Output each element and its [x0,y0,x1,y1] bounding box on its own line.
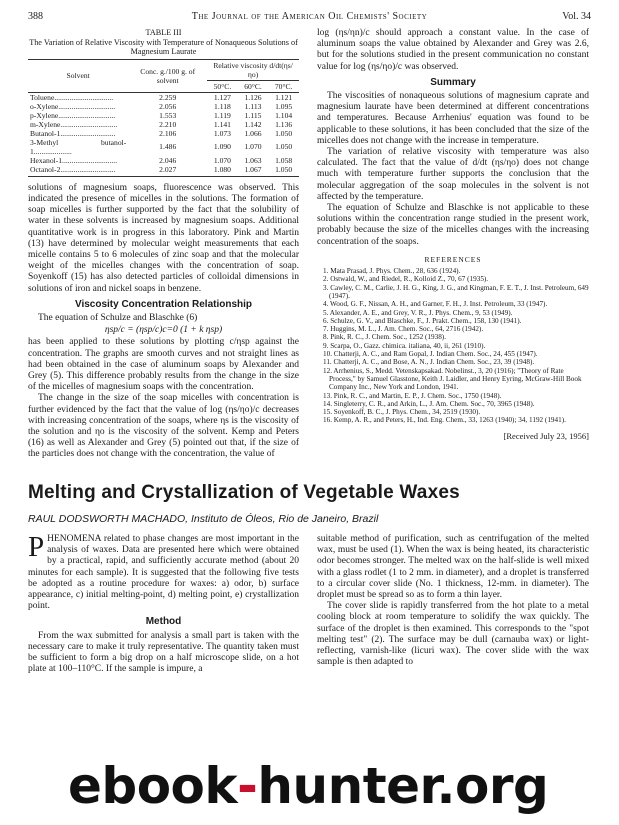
table-row [28,138,299,156]
reference-item: 12. Arrhenius, S., Medd. Vetenskapsakad. Nobelinst., 3, 20 (1916); "Theory of Rate Process," by Samuel Glasstone, Keith J. Laidler, and Henry Eyring, McGraw-Hill Book Company Inc., New York and London, 1941. [323,366,582,392]
cell-solvent: o-Xylene.............................. [30,101,116,111]
cell-value: 1.063 [244,155,262,165]
cell-value: 1.127 [213,92,231,102]
page-number: 388 [28,11,43,22]
cell-value: 1.050 [268,165,299,177]
cell-value: 1.126 [244,92,262,102]
cell-value: 1.119 [214,110,231,120]
cell-value: 1.067 [238,165,269,177]
reference-list [317,267,589,425]
affiliation: Instituto de Óleos, Rio de Janeiro, Brazil [190,513,379,525]
cell-value: 1.073 [213,128,231,138]
cell-value: 1.104 [275,110,293,120]
cell-value: 2.056 [159,101,177,111]
section-heading: Viscosity Concentration Relationship [74,298,253,310]
running-header [28,11,591,25]
watermark-part: hunter.org [257,757,549,815]
table-row [28,165,299,177]
table-row [28,92,299,102]
reference-item: 1. Mata Prasad, J. Phys. Chem., 28, 636 (1924). [323,267,461,276]
paragraph: The equation of Schulze and Blaschke (6) [38,313,198,324]
cell-solvent: Hexanol-1............................. [30,155,118,165]
cell-solvent: p-Xylene.............................. [30,110,116,120]
cell-value: 1.486 [159,142,177,152]
reference-item: 15. Soyenkoff, B. C., J. Phys. Chem., 34, 2519 (1930). [323,408,481,417]
method-heading: Method [145,616,182,628]
cell-value: 2.210 [159,119,177,129]
paragraph: solutions of magnesium soaps, fluorescence was observed. This indicated the presence of micelles in the solutions. The formation of soap micelles is further supported by the fact that the solubility of water in these solvents is increased by magnesium soaps. Additional quantitative work is in progress in this laboratory. Pink and Martin (13) have determined by molecular weight measurements that each micelle contains 5 to 6 molecules of zinc soap and that the molecular weight of the micelles changes with the concentration of soap. Soyenkoff (15) has also detected particles of colloidal dimensions in solutions of iron and nickel soaps in benzene. [28,182,299,294]
article-title: Melting and Crystallization of Vegetable Waxes [28,482,460,503]
col-relvisc: Relative viscosity d/dt(ηs/ηo) [207,59,299,80]
watermark-part: ebook [68,757,238,815]
table-row [28,156,299,165]
cell-value: 1.115 [244,110,262,120]
reference-item: 6. Schulze, G. V., and Blaschke, F., J. Prakt. Chem., 158, 130 (1941). [323,316,522,325]
cell-value: 2.027 [128,165,207,177]
reference-item: 11. Chatterji, A. C., and Bose, A. N., J. Indian Chem. Soc., 23, 39 (1948). [323,358,535,367]
right-column-top [317,28,589,442]
right-column-bottom [317,534,589,668]
reference-item: 7. Huggins, M. L., J. Am. Chem. Soc., 64, 2716 (1942). [323,325,484,334]
table-row [28,111,299,120]
cell-value: 1.090 [213,142,231,152]
cell-solvent: Butanol-1............................. [30,128,116,138]
paragraph: The variation of relative viscosity with temperature was also calculated. The fact that the value of d/dt (ηs/ηo) does not change much with temperature further supports the conclusion that the molecular aggregation of the soap molecules in the solvent is not affected by the temperature. [317,147,589,202]
table-row [28,129,299,138]
cell-value: 1.142 [244,119,262,129]
author-line [28,513,378,525]
reference-item: 16. Kemp, A. R., and Peters, H., Ind. Eng. Chem., 33, 1263 (1940); 34, 1192 (1941). [323,416,566,425]
reference-item: 13. Pink, R. C., and Martin, E. P., J. Chem. Soc., 1750 (1948). [323,391,502,400]
viscosity-table [28,59,299,177]
paragraph: The cover slide is rapidly transferred from the hot plate to a metal cooling block at room temperature to solidify the wax quickly. The surface of the droplet is then examined. This corresponds to the "spot melting test" (2). The surface may be dull (carnauba wax) or light-reflecting, varnish-like (licuri wax). The cover slide with the wax sample is then adapted to [317,601,589,668]
intro-paragraph [28,531,299,612]
received-date: [Received July 23, 1956] [503,430,589,441]
cell-value: 1.113 [244,101,262,111]
reference-item: 4. Wood, G. F., Nissan, A. H., and Garner, F. H., J. Inst. Petroleum, 33 (1947). [323,300,548,309]
paragraph: From the wax submitted for analysis a small part is taken with the necessary care to make it truly representative. The quantity taken must be sufficient to form a big drop on a half microscope slide, on a hot plate at 100–110°C. If the sample is impure, a [28,630,299,675]
col-conc: Conc. g./100 g. of solvent [128,59,207,92]
cell-solvent: 3-Methyl butanol-1.................... [30,137,127,156]
cell-value: 1.050 [275,128,293,138]
cell-value: 1.066 [244,128,262,138]
cell-solvent: m-Xylene.............................. [30,119,118,129]
table-label: TABLE III [145,28,182,37]
reference-item: 3. Cawley, C. M., Carlie, J. H. G., King, J. G., and Kingman, F. E. T., J. Inst. Petroleum, 649 (1947). [323,283,589,300]
cell-value: 1.121 [275,92,293,102]
reference-item: 8. Pink, R. C., J. Chem. Soc., 1252 (1938). [323,333,446,342]
cell-value: 1.058 [275,155,293,165]
reference-item: 9. Scarpa, O., Gazz. chimica. italiana, 40, ii, 261 (1910). [323,341,486,350]
paragraph: log (ηs/ηn)/c should approach a constant value. In the case of aluminum soaps the value obtained by Alexander and Grey was 2.6, but for the solutions studied in the present communication no constant value for log (ηs/ηo)/c was observed. [317,28,589,72]
table-row [28,120,299,129]
left-column-top [28,28,299,461]
table-body [28,92,299,176]
author-name: RAUL DODSWORTH MACHADO, [28,513,189,525]
references-heading: REFERENCES [424,254,482,264]
left-column-bottom [28,531,299,675]
paragraph: The change in the size of the soap micelles with concentration is further evidenced by the fact that the value of log (ηs/ηo)/c decreases with increasing concentration of the soaps, where ηs is the viscosity of the solution and ηo is the viscosity of the solvent. Kemp and Peters (16) as well as Alexander and Grey (5) pointed out that, if the size of the particles does not change with the concentration, the value of [28,393,299,460]
journal-title: The Journal of the American Oil Chemists' Society [191,11,428,22]
cell-solvent: Toluene............................... [30,92,114,102]
cell-value: 1.136 [275,119,293,129]
paragraph: The equation of Schulze and Blaschke is not applicable to these solutions within the concentration range studied in the present work, probably because the size of the micelles changes with the increasing concentration of the soaps. [317,203,589,247]
paragraph: suitable method of purification, such as centrifugation of the melted wax, must be used (1). When the wax is being heated, its characteristic odor becomes stronger. The melted wax on the half-slide is well mixed with a glass rodlet (1 to 2 mm. in diameter), and a droplet is transferred to a circular cover slide (No. 1 thickness, 12-mm. in diameter). The droplet must be spread so as to form a thin layer. [317,534,589,601]
col-temp: 70°C. [268,80,299,92]
cell-value: 1.070 [213,155,231,165]
paragraph: The viscosities of nonaqueous solutions of magnesium caprate and magnesium laurate have been determined at different concentrations and temperatures. Because Arrhenius' equation was found to be applicable to these solutions, it has been concluded that the size of the micelles does not change with the increase in temperature. [317,91,589,146]
watermark [68,757,548,815]
paragraph: has been applied to these solutions by plotting c/ηsp against the concentration. The graphs are smooth curves and not straight lines as had been obtained in the case of aluminum soaps by Alexander and Grey (5). This difference probably results from the change in the size of the micelles of magnesium soaps with the concentration. [28,337,299,393]
cell-value: 2.259 [159,92,177,102]
drop-cap: P [28,531,45,563]
cell-value: 1.070 [244,142,262,152]
watermark-dash: - [237,757,258,815]
cell-value: 1.095 [275,101,293,111]
cell-value: 1.050 [275,142,293,152]
equation: ηsp/c = (ηsp/c)c=0 (1 + k ηsp) [104,325,223,336]
cell-value: 1.553 [159,110,177,120]
reference-item: 14. Singleterry, C. R., and Arkin, L., J. Am. Chem. Soc., 70, 3965 (1948). [323,399,535,408]
col-solvent: Solvent [28,59,128,92]
reference-item: 5. Alexander, A. E., and Grey, V. R., J. Phys. Chem., 9, 53 (1949). [323,308,513,317]
cell-value: 1.118 [214,101,231,111]
cell-value: 2.106 [159,128,177,138]
summary-heading: Summary [430,76,476,88]
volume-label: Vol. 34 [562,11,591,22]
cell-value: 2.046 [159,155,177,165]
cell-value: 1.080 [207,165,238,177]
cell-value: 1.141 [213,119,231,129]
table-caption: The Variation of Relative Viscosity with Temperature of Nonaqueous Solutions of Magnesium Laurate [29,37,298,57]
cell-solvent: Octanol-2............................. [28,165,128,177]
intro-text: HENOMENA related to phase changes are most important in the analysis of waxes. Data are presented here which were obtained by a practical, rapid, and sufficiently accurate method (about 20 minutes for each sample). It is suggested that the following five tests be adopted as a routine procedure for waxes: a) odor, b) surface appearance, c) initial melting-point, d) melting point, e) crystallization point. [28,534,299,612]
col-temp: 50°C. [207,80,238,92]
reference-item: 10. Chatterji, A. C., and Ram Gopal, J. Indian Chem. Soc., 24, 455 (1947). [323,350,538,359]
col-temp: 60°C. [238,80,269,92]
table-row [28,102,299,111]
reference-item: 2. Ostwald, W., and Riedel, R., Kolloid Z., 70, 67 (1935). [323,275,489,284]
